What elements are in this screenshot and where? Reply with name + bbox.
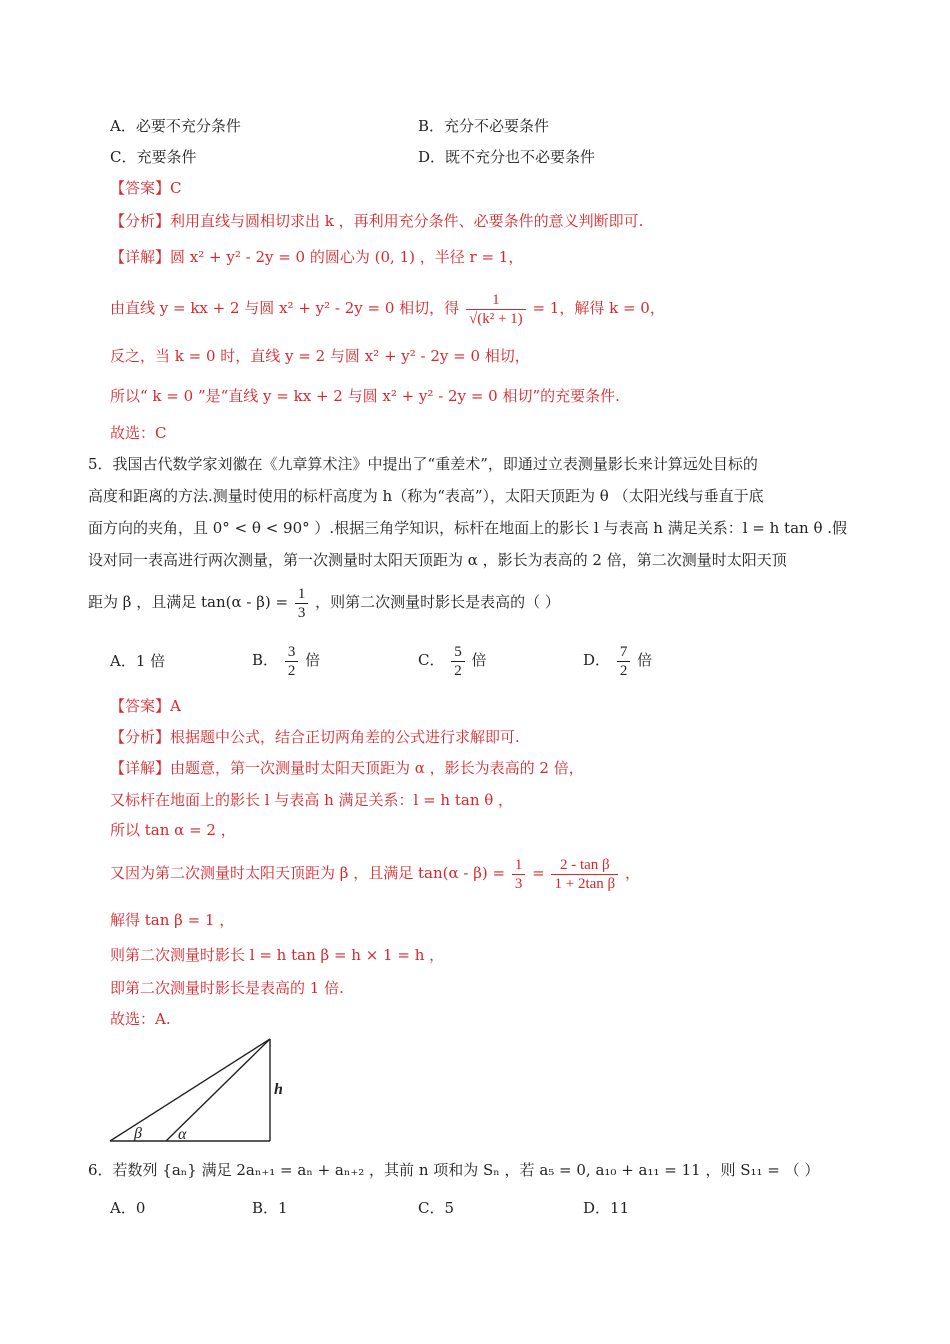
q6-option-a: A．0 xyxy=(110,1199,146,1217)
fraction-numerator: 1 xyxy=(512,856,526,875)
q4-detail-3: 反之，当 k = 0 时，直线 y = 2 与圆 x² + y² - 2y = 0 相切， xyxy=(110,347,530,365)
q5-detail-4-fraction-1 xyxy=(512,856,526,893)
fraction-numerator: 1 xyxy=(295,585,309,604)
q5-option-d-times: 倍 xyxy=(637,651,653,669)
q5-option-c-label: C． xyxy=(418,651,445,669)
q5-choose: 故选：A. xyxy=(110,1010,171,1028)
label-alpha: α xyxy=(178,1126,187,1143)
q6-option-c: C．5 xyxy=(418,1199,455,1217)
q5-stem-fraction xyxy=(295,585,309,622)
q4-answer: 【答案】C xyxy=(110,179,182,197)
q4-option-c: C．充要条件 xyxy=(110,148,197,166)
q5-stem-line-4: 设对同一表高进行两次测量，第一次测量时太阳天顶距为 α ，影长为表高的 2 倍，第二次测量时太阳天顶 xyxy=(88,551,787,569)
q4-analysis: 【分析】利用直线与圆相切求出 k ，再利用充分条件、必要条件的意义判断即可. xyxy=(110,212,644,230)
fraction-numerator: 1 xyxy=(466,291,526,310)
q4-option-d: D．既不充分也不必要条件 xyxy=(418,148,596,166)
q5-option-d-label: D． xyxy=(583,651,611,669)
fraction-denominator: 3 xyxy=(297,604,306,621)
q5-stem-line-5-text-a: 距为 β ，且满足 tan(α - β) = xyxy=(88,593,289,611)
q5-detail-4-fraction-2 xyxy=(551,856,618,893)
q5-detail-4-text-b: ， xyxy=(624,864,640,882)
q5-stem-line-1: 5．我国古代数学家刘徽在《九章算术注》中提出了“重差术”，即通过立表测量影长来计算远处目标的 xyxy=(88,455,758,473)
q5-stem-line-5 xyxy=(88,582,560,622)
q5-option-b xyxy=(252,640,320,680)
q5-option-d xyxy=(583,640,652,680)
fraction-numerator: 5 xyxy=(451,643,465,662)
fraction-numerator: 3 xyxy=(285,643,299,662)
q5-answer: 【答案】A xyxy=(110,697,181,715)
shadow-triangle-diagram xyxy=(108,1035,308,1145)
q4-detail-2 xyxy=(110,288,665,328)
q4-choose: 故选：C xyxy=(110,424,167,442)
label-beta: β xyxy=(134,1125,142,1142)
q4-detail-2-text-a: 由直线 y = kx + 2 与圆 x² + y² - 2y = 0 相切，得 xyxy=(110,299,460,317)
q4-option-b: B．充分不必要条件 xyxy=(418,117,550,135)
q5-detail-5: 解得 tan β = 1 ， xyxy=(110,911,235,929)
q5-detail-4-equals: = xyxy=(532,864,545,882)
q5-stem-line-5-text-b: ，则第二次测量时影长是表高的（ ） xyxy=(315,593,560,611)
q5-option-d-fraction xyxy=(617,643,631,680)
q5-option-c-fraction xyxy=(451,643,465,680)
q4-detail-1: 【详解】圆 x² + y² - 2y = 0 的圆心为 (0, 1) ，半径 r = 1， xyxy=(110,248,524,266)
q6-stem: 6．若数列 {aₙ} 满足 2aₙ₊₁ = aₙ + aₙ₊₂ ，其前 n 项和为 Sₙ ，若 a₅ = 0, a₁₀ + a₁₁ = 11 ，则 S₁₁ = （ ） xyxy=(88,1161,820,1179)
q5-analysis: 【分析】根据题中公式，结合正切两角差的公式进行求解即可. xyxy=(110,728,520,746)
q4-detail-2-fraction xyxy=(466,291,526,328)
q5-option-c xyxy=(418,640,487,680)
fraction-denominator: 1 + 2tan β xyxy=(554,875,616,892)
q5-detail-4 xyxy=(110,853,640,893)
fraction-denominator: 2 xyxy=(287,662,296,679)
q4-detail-2-text-b: = 1，解得 k = 0， xyxy=(532,299,665,317)
q5-option-b-times: 倍 xyxy=(305,651,321,669)
q5-detail-1: 【详解】由题意，第一次测量时太阳天顶距为 α ，影长为表高的 2 倍， xyxy=(110,759,584,777)
fraction-denominator: 2 xyxy=(454,662,462,679)
q5-option-c-times: 倍 xyxy=(471,651,487,669)
q5-detail-7: 即第二次测量时影长是表高的 1 倍. xyxy=(110,979,344,997)
q5-detail-2: 又标杆在地面上的影长 l 与表高 h 满足关系：l = h tan θ ， xyxy=(110,791,514,809)
q4-detail-4: 所以“ k = 0 ”是“直线 y = kx + 2 与圆 x² + y² - 2y = 0 相切”的充要条件. xyxy=(110,387,620,405)
fraction-numerator: 2 - tan β xyxy=(551,856,618,875)
q4-option-a: A．必要不充分条件 xyxy=(110,117,241,135)
q5-option-b-fraction xyxy=(285,643,299,680)
q5-option-a: A．1 倍 xyxy=(110,652,166,670)
fraction-denominator: √(k² + 1) xyxy=(468,310,523,327)
fraction-denominator: 3 xyxy=(514,875,523,892)
q5-stem-line-2: 高度和距离的方法.测量时使用的标杆高度为 h（称为“表高”），太阳天顶距为 θ （太阳光线与垂直于底 xyxy=(88,487,764,505)
q5-stem-line-3: 面方向的夹角，且 0° < θ < 90° ）.根据三角学知识，标杆在地面上的影长 l 与表高 h 满足关系：l = h tan θ .假 xyxy=(88,519,848,537)
q6-option-b: B．1 xyxy=(252,1199,288,1217)
q5-option-b-label: B． xyxy=(252,651,279,669)
q6-option-d: D．11 xyxy=(583,1199,630,1217)
q5-detail-3: 所以 tan α = 2 ， xyxy=(110,821,236,839)
fraction-denominator: 2 xyxy=(619,662,628,679)
q5-detail-6: 则第二次测量时影长 l = h tan β = h × 1 = h ， xyxy=(110,946,445,964)
q5-detail-4-text-a: 又因为第二次测量时太阳天顶距为 β ，且满足 tan(α - β) = xyxy=(110,864,506,882)
label-h: h xyxy=(274,1081,283,1098)
fraction-numerator: 7 xyxy=(617,643,631,662)
